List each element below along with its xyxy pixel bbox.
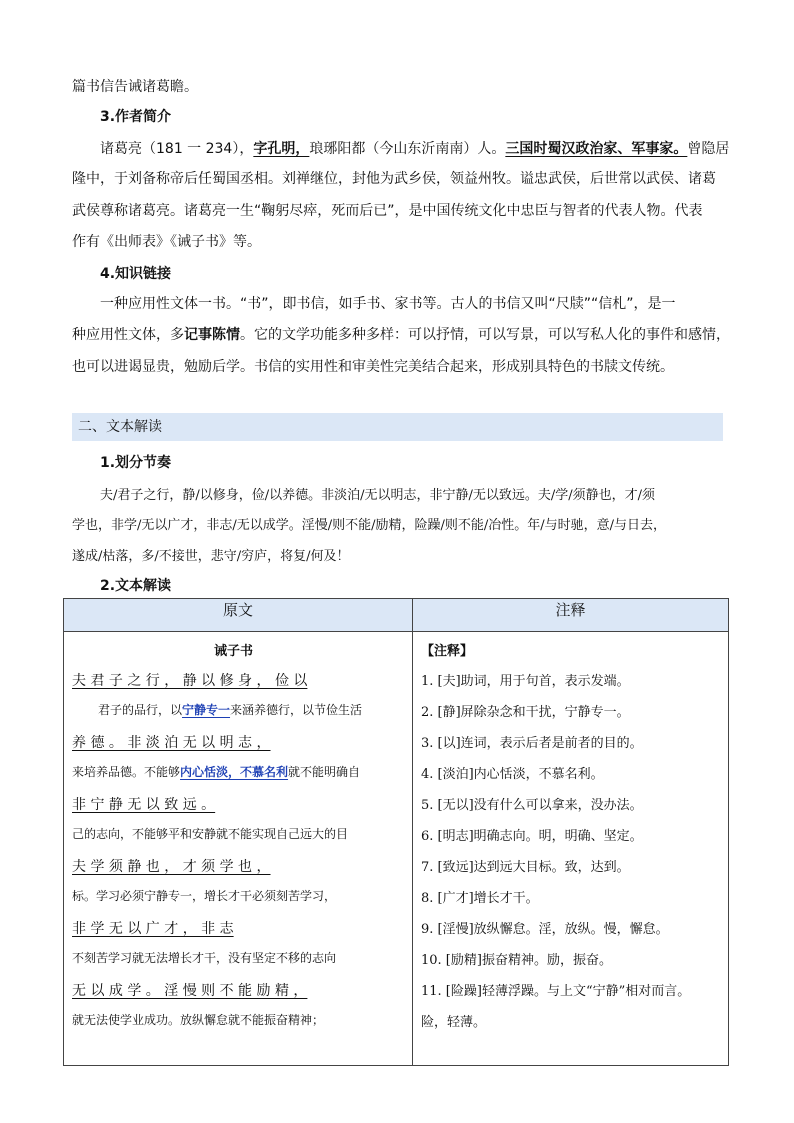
original-text-line: 养 德 。 非 淡 泊 无 以 明 志 ，: [72, 735, 271, 751]
note-item: 9. [淫慢]放纵懈怠。淫，放纵。慢，懈怠。: [421, 922, 669, 937]
translation-text: 来培养品德。不能够: [72, 765, 181, 779]
heading-rhythm: 1.划分节奏: [100, 455, 172, 471]
translation-line: [72, 763, 406, 780]
col-header-notes: 注释: [413, 599, 729, 632]
bio-highlight-role: 三国时蜀汉政治家、军事家。: [505, 141, 688, 157]
translation-highlight: 宁静专一: [182, 703, 231, 717]
knowledge-text: 。它的文学功能多种多样：可以抒情，可以写景，可以写私人化的事件和感情，: [240, 327, 730, 343]
translation-line: 就无法使学业成功。放纵懈怠就不能振奋精神；: [72, 1013, 325, 1027]
translation-line: [98, 701, 406, 718]
section-header: [72, 413, 723, 441]
notes-cell: [413, 632, 729, 1066]
original-title: 诫子书: [214, 644, 254, 659]
original-text-line: 非 宁 静 无 以 致 远 。: [72, 797, 216, 813]
bio-line-1: [100, 138, 760, 158]
note-item: 7. [致远]达到远大目标。致，达到。: [421, 860, 630, 875]
translation-line: 己的志向，不能够平和安静就不能实现自己远大的目: [72, 827, 349, 841]
rhythm-line-2: 学也，非学/无以广才，非志/无以成学。淫慢/则不能/励精，险躁/则不能/冶性。年/与时驰，意/与日去，: [72, 518, 667, 533]
note-item: 1. [夫]助词，用于句首，表示发端。: [421, 674, 630, 689]
note-item: 5. [无以]没有什么可以拿来，没办法。: [421, 798, 643, 813]
heading-author: 3.作者简介: [100, 109, 172, 125]
original-text-line: 夫 学 须 静 也 ， 才 须 学 也 ，: [72, 859, 271, 875]
interpret-table: [63, 598, 729, 1066]
original-cell: [64, 632, 413, 1066]
bio-line-4: 作有《出师表》《诫子书》等。: [72, 234, 261, 250]
translation-line: 不刻苦学习就无法增长才干，没有坚定不移的志向: [72, 951, 337, 965]
heading-interpret: 2.文本解读: [100, 578, 172, 594]
note-item: 10. [励精]振奋精神。励，振奋。: [421, 953, 612, 968]
col-header-original: 原文: [64, 599, 413, 632]
section-title: 二、文本解读: [78, 419, 162, 435]
rhythm-line-1: 夫/君子之行，静/以修身，俭/以养德。非淡泊/无以明志，非宁静/无以致远。夫/学/须静也，才/须: [100, 488, 656, 503]
knowledge-line-3: 也可以进谒显贵，勉励后学。书信的实用性和审美性完美结合起来，形成别具特色的书牍文传统。: [72, 359, 674, 375]
knowledge-text: 种应用性文体，多: [72, 327, 184, 343]
bio-text: 曾隐居: [687, 141, 730, 157]
bio-text: 琅琊阳都（今山东沂南南）人。: [309, 141, 506, 157]
bio-text: 诸葛亮（181 一 234），: [100, 141, 254, 157]
rhythm-line-3: 遂成/枯落，多/不接世，悲守/穷庐，将复/何及！: [72, 549, 350, 564]
note-item: 4. [淡泊]内心恬淡，不慕名利。: [421, 767, 604, 782]
note-item: 3. [以]连词，表示后者是前者的目的。: [421, 736, 643, 751]
note-item: 11. [险躁]轻薄浮躁。与上文“宁静”相对而言。: [421, 984, 691, 999]
heading-knowledge: 4.知识链接: [100, 266, 172, 282]
original-text-line: 非 学 无 以 广 才 ， 非 志: [72, 921, 234, 937]
translation-text: 就不能明确自: [288, 765, 361, 779]
knowledge-line-2: [72, 324, 732, 344]
translation-text: 君子的品行，以: [98, 703, 183, 717]
knowledge-line-1: 一种应用性文体一书。“书”，即书信，如手书、家书等。古人的书信又叫“尺牍”“信札”，是一: [100, 296, 676, 312]
note-item: 2. [静]屏除杂念和干扰，宁静专一。: [421, 705, 630, 720]
bio-highlight-name: 字孔明，: [253, 141, 310, 157]
original-text-line: 无 以 成 学 。 淫 慢 则 不 能 励 精 ，: [72, 983, 308, 999]
translation-line: 标。学习必须宁静专一，增长才干必须刻苦学习，: [72, 889, 337, 903]
original-text-line: 夫 君 子 之 行 ， 静 以 修 身 ， 俭 以: [72, 673, 308, 689]
translation-highlight: 内心恬淡，不慕名利: [180, 765, 289, 779]
bio-line-2: 隆中，于刘备称帝后任蜀国丞相。刘禅继位，封他为武乡侯，领益州牧。谥忠武侯，后世常以武侯、诸葛: [72, 171, 716, 187]
text-line: 篇书信告诫诸葛瞻。: [72, 79, 198, 95]
knowledge-highlight: 记事陈情: [184, 327, 240, 343]
note-item: 险，轻薄。: [421, 1015, 487, 1030]
bio-line-3: 武侯尊称诸葛亮。诸葛亮一生“鞠躬尽瘁，死而后已”，是中国传统文化中忠臣与智者的代表人物。代表: [72, 203, 703, 219]
translation-text: 来涵养德行，以节俭生活: [230, 703, 363, 717]
notes-heading: 【注释】: [421, 644, 474, 659]
note-item: 6. [明志]明确志向。明，明确、坚定。: [421, 829, 643, 844]
note-item: 8. [广才]增长才干。: [421, 891, 539, 906]
